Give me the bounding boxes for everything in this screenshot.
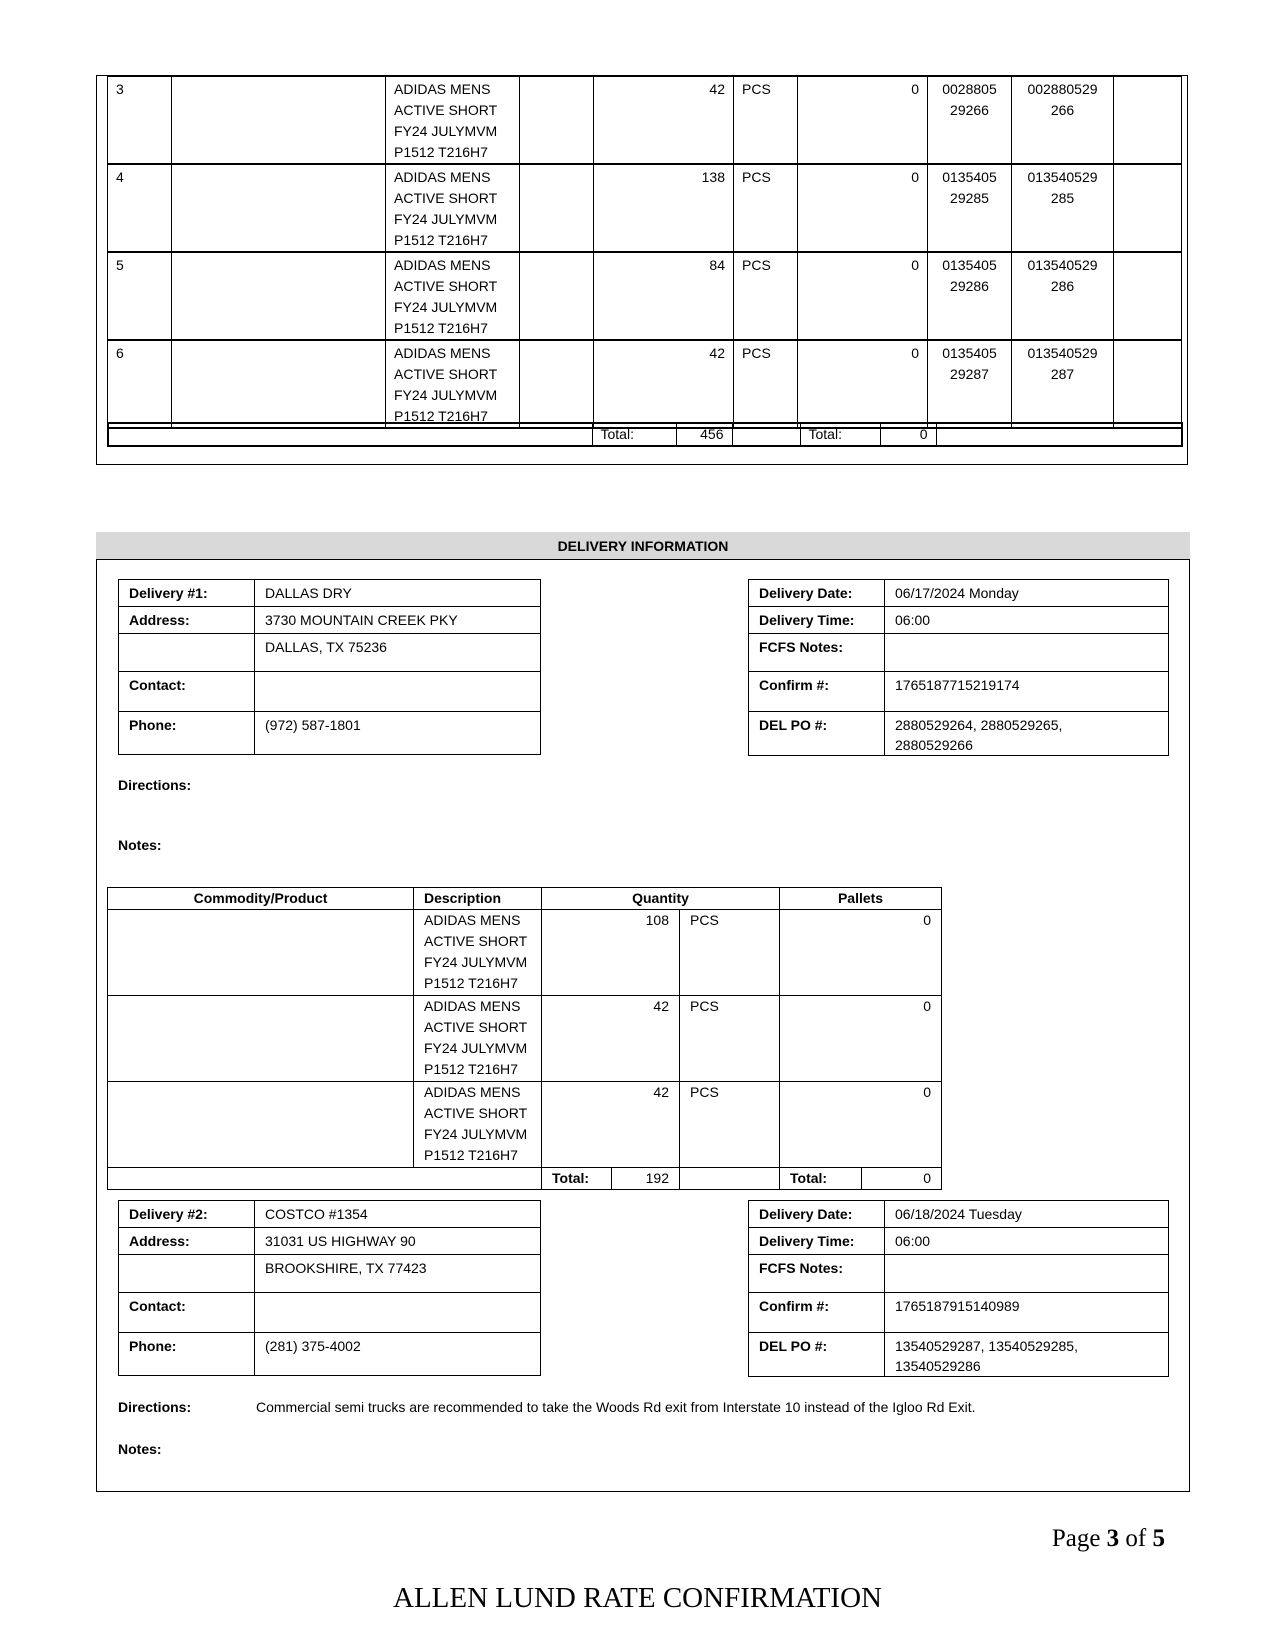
page-total: 5 xyxy=(1152,1525,1165,1552)
commodity-product xyxy=(108,1082,414,1168)
delivery-2-time-label: Delivery Time: xyxy=(749,1228,885,1255)
delivery-1-date: 06/17/2024 Monday xyxy=(885,580,1169,607)
delivery-2-phone-label: Phone: xyxy=(119,1333,255,1376)
item-pallets: 0 xyxy=(798,164,928,252)
delivery-1-directions-label: Directions: xyxy=(118,777,192,793)
delivery-2-address-line2: BROOKSHIRE, TX 77423 xyxy=(255,1255,541,1293)
delivery-1-confirm-label: Confirm #: xyxy=(749,672,885,712)
item-description: ADIDAS MENS ACTIVE SHORT FY24 JULYMVM P1512 T216H7 xyxy=(386,76,520,164)
delivery-2-contact-label: Contact: xyxy=(119,1293,255,1333)
delivery-1-address-line1: 3730 MOUNTAIN CREEK PKY xyxy=(255,607,541,634)
item-ref1: 0028805 29266 xyxy=(928,76,1012,164)
item-product xyxy=(172,252,386,340)
item-pallets: 0 xyxy=(798,252,928,340)
table-row xyxy=(108,340,1182,428)
item-description: ADIDAS MENS ACTIVE SHORT FY24 JULYMVM P1512 T216H7 xyxy=(386,164,520,252)
delivery-1-fcfs xyxy=(885,634,1169,672)
table-row xyxy=(108,76,1182,164)
column-header-description: Description xyxy=(414,888,542,910)
item-quantity: 42 xyxy=(594,76,734,164)
items-total-pallets-label: Total: xyxy=(800,423,880,446)
page-number xyxy=(1052,1525,1165,1553)
delivery-2-directions: Commercial semi trucks are recommended to take the Woods Rd exit from Interstate 10 instead of the Igloo Rd Exit. xyxy=(256,1399,976,1415)
delivery-1-phone-label: Phone: xyxy=(119,712,255,755)
column-header-pallets: Pallets xyxy=(780,888,942,910)
item-product xyxy=(172,340,386,428)
item-product xyxy=(172,76,386,164)
delivery-1-date-label: Delivery Date: xyxy=(749,580,885,607)
item-quantity: 84 xyxy=(594,252,734,340)
table-row xyxy=(108,910,942,996)
commodity-pallets: 0 xyxy=(780,1082,942,1168)
delivery-2-address-label: Address: xyxy=(119,1228,255,1255)
commodity-description: ADIDAS MENS ACTIVE SHORT FY24 JULYMVM P1512 T216H7 xyxy=(414,996,542,1082)
commodity-description: ADIDAS MENS ACTIVE SHORT FY24 JULYMVM P1512 T216H7 xyxy=(414,1082,542,1168)
item-description: ADIDAS MENS ACTIVE SHORT FY24 JULYMVM P1512 T216H7 xyxy=(386,252,520,340)
commodity-pallets: 0 xyxy=(780,996,942,1082)
delivery-2-directions-label: Directions: xyxy=(118,1399,192,1415)
delivery-1-time-label: Delivery Time: xyxy=(749,607,885,634)
delivery-2-fcfs-label: FCFS Notes: xyxy=(749,1255,885,1293)
item-description: ADIDAS MENS ACTIVE SHORT FY24 JULYMVM P1512 T216H7 xyxy=(386,340,520,428)
commodity-unit: PCS xyxy=(680,996,780,1082)
item-unit: PCS xyxy=(734,164,798,252)
item-ref2: 013540529 286 xyxy=(1012,252,1114,340)
delivery-2-confirm-label: Confirm #: xyxy=(749,1293,885,1333)
table-row xyxy=(108,252,1182,340)
commodity-unit: PCS xyxy=(680,910,780,996)
delivery-2-po-label: DEL PO #: xyxy=(749,1333,885,1377)
delivery-2-date-label: Delivery Date: xyxy=(749,1201,885,1228)
delivery-1-confirm: 1765187715219174 xyxy=(885,672,1169,712)
item-ref2: 013540529 285 xyxy=(1012,164,1114,252)
delivery-2-date: 06/18/2024 Tuesday xyxy=(885,1201,1169,1228)
document-footer-title: ALLEN LUND RATE CONFIRMATION xyxy=(393,1582,882,1614)
commodity-quantity: 42 xyxy=(542,996,680,1082)
table-row xyxy=(108,1082,942,1168)
delivery-1-location-table xyxy=(118,579,541,755)
commodity-table xyxy=(107,887,942,1190)
commodity-total-pallets: 0 xyxy=(862,1168,942,1190)
item-unit: PCS xyxy=(734,76,798,164)
item-pallets: 0 xyxy=(798,340,928,428)
delivery-information-header: DELIVERY INFORMATION xyxy=(96,532,1190,560)
commodity-total-qty-label: Total: xyxy=(542,1168,612,1190)
items-totals-row xyxy=(107,422,1183,447)
item-pallets: 0 xyxy=(798,76,928,164)
commodity-pallets: 0 xyxy=(780,910,942,996)
items-table xyxy=(107,75,1182,429)
commodity-product xyxy=(108,996,414,1082)
delivery-1-po-label: DEL PO #: xyxy=(749,712,885,756)
delivery-2-po: 13540529287, 13540529285, 13540529286 xyxy=(885,1333,1169,1377)
delivery-2-phone: (281) 375-4002 xyxy=(255,1333,541,1376)
commodity-total-pallets-label: Total: xyxy=(780,1168,862,1190)
item-number: 6 xyxy=(108,340,172,428)
page-of: of xyxy=(1119,1525,1153,1552)
commodity-quantity: 108 xyxy=(542,910,680,996)
delivery-2-label: Delivery #2: xyxy=(119,1201,255,1228)
delivery-2-notes-label: Notes: xyxy=(118,1441,162,1457)
item-number: 3 xyxy=(108,76,172,164)
delivery-1-name: DALLAS DRY xyxy=(255,580,541,607)
delivery-2-name: COSTCO #1354 xyxy=(255,1201,541,1228)
table-row xyxy=(108,996,942,1082)
commodity-description: ADIDAS MENS ACTIVE SHORT FY24 JULYMVM P1512 T216H7 xyxy=(414,910,542,996)
delivery-2-location-table xyxy=(118,1200,541,1376)
column-header-quantity: Quantity xyxy=(542,888,780,910)
delivery-2-schedule-table xyxy=(748,1200,1169,1377)
delivery-2-time: 06:00 xyxy=(885,1228,1169,1255)
delivery-1-address-label: Address: xyxy=(119,607,255,634)
delivery-1-notes-label: Notes: xyxy=(118,837,162,853)
item-unit: PCS xyxy=(734,340,798,428)
table-row xyxy=(108,164,1182,252)
item-ref1: 0135405 29287 xyxy=(928,340,1012,428)
item-product xyxy=(172,164,386,252)
item-number: 4 xyxy=(108,164,172,252)
delivery-1-po: 2880529264, 2880529265, 2880529266 xyxy=(885,712,1169,756)
table-header-row xyxy=(108,888,942,910)
item-ref2: 013540529 287 xyxy=(1012,340,1114,428)
items-total-qty-label: Total: xyxy=(592,423,676,446)
item-quantity: 138 xyxy=(594,164,734,252)
commodity-product xyxy=(108,910,414,996)
item-unit: PCS xyxy=(734,252,798,340)
items-total-pallets: 0 xyxy=(880,423,936,446)
item-ref1: 0135405 29286 xyxy=(928,252,1012,340)
commodity-total-qty: 192 xyxy=(612,1168,680,1190)
page-prefix: Page xyxy=(1051,1525,1107,1552)
item-ref1: 0135405 29285 xyxy=(928,164,1012,252)
delivery-1-address-line2: DALLAS, TX 75236 xyxy=(255,634,541,672)
commodity-totals-row xyxy=(108,1168,942,1190)
delivery-1-contact xyxy=(255,672,541,712)
commodity-quantity: 42 xyxy=(542,1082,680,1168)
delivery-2-confirm: 1765187915140989 xyxy=(885,1293,1169,1333)
page-current: 3 xyxy=(1106,1525,1120,1552)
delivery-2-address-line1: 31031 US HIGHWAY 90 xyxy=(255,1228,541,1255)
column-header-product: Commodity/Product xyxy=(108,888,414,910)
item-number: 5 xyxy=(108,252,172,340)
delivery-1-fcfs-label: FCFS Notes: xyxy=(749,634,885,672)
item-quantity: 42 xyxy=(594,340,734,428)
delivery-1-schedule-table xyxy=(748,579,1169,756)
delivery-1-phone: (972) 587-1801 xyxy=(255,712,541,755)
delivery-2-contact xyxy=(255,1293,541,1333)
delivery-1-time: 06:00 xyxy=(885,607,1169,634)
commodity-unit: PCS xyxy=(680,1082,780,1168)
delivery-1-contact-label: Contact: xyxy=(119,672,255,712)
item-ref2: 002880529 266 xyxy=(1012,76,1114,164)
delivery-1-label: Delivery #1: xyxy=(119,580,255,607)
delivery-2-fcfs xyxy=(885,1255,1169,1293)
items-total-qty: 456 xyxy=(676,423,732,446)
